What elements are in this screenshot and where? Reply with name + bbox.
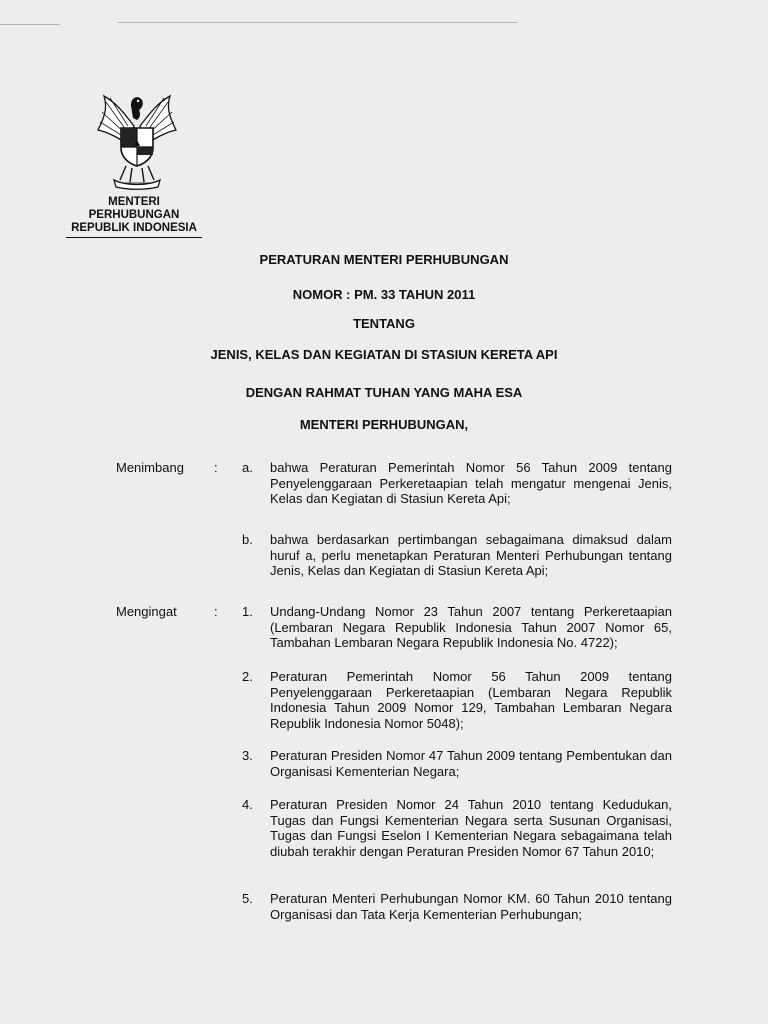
mengingat-marker: 3. (242, 748, 253, 763)
menimbang-marker: b. (242, 532, 253, 547)
mengingat-marker: 2. (242, 669, 253, 684)
menimbang-colon: : (214, 460, 218, 475)
menimbang-item: bahwa Peraturan Pemerintah Nomor 56 Tahun 2009 tentang Penyelenggaraan Perkeretaapian telah mengatur mengenai Jenis, Kelas dan Kegiatan di Stasiun Kereta Api; (270, 460, 672, 506)
menimbang-marker: a. (242, 460, 253, 475)
mengingat-marker: 4. (242, 797, 253, 812)
mengingat-colon: : (214, 604, 218, 619)
menimbang-item: bahwa berdasarkan pertimbangan sebagaimana dimaksud dalam huruf a, perlu menetapkan Peraturan Menteri Perhubungan tentang Jenis, Kelas dan Kegiatan di Stasiun Kereta Api; (270, 532, 672, 578)
mengingat-label: Mengingat (116, 604, 177, 619)
mengingat-marker: 5. (242, 891, 253, 906)
mengingat-item: Peraturan Presiden Nomor 47 Tahun 2009 tentang Pembentukan dan Organisasi Kementerian Negara; (270, 748, 672, 779)
mengingat-item: Peraturan Menteri Perhubungan Nomor KM. 60 Tahun 2010 tentang Organisasi dan Tata Kerja Kementerian Perhubungan; (270, 891, 672, 922)
issuer-block (66, 196, 202, 238)
regulation-subject: JENIS, KELAS DAN KEGIATAN DI STASIUN KERETA API (210, 347, 558, 362)
garuda-emblem-icon (82, 86, 192, 190)
invocation: DENGAN RAHMAT TUHAN YANG MAHA ESA (245, 385, 523, 400)
regulation-about: TENTANG (353, 316, 415, 331)
mengingat-item: Peraturan Pemerintah Nomor 56 Tahun 2009 tentang Penyelenggaraan Perkeretaapian (Lembaran Negara Republik Indonesia Tahun 2009 Nomor 129, Tambahan Lembaran Negara Republik Indonesia Nomor 5048); (270, 669, 672, 731)
mengingat-item: Undang-Undang Nomor 23 Tahun 2007 tentang Perkeretaapian (Lembaran Negara Republik Indonesia Tahun 2007 Nomor 65, Tambahan Lembaran Negara Republik Indonesia No. 4722); (270, 604, 672, 650)
menimbang-label: Menimbang (116, 460, 184, 475)
issuer-line1: MENTERI PERHUBUNGAN (88, 196, 180, 221)
issuer-underline (66, 237, 202, 238)
mengingat-marker: 1. (242, 604, 253, 619)
scan-artifact-line (0, 24, 60, 25)
issuer-line2: REPUBLIK INDONESIA (71, 222, 197, 234)
regulation-number: NOMOR : PM. 33 TAHUN 2011 (292, 287, 476, 302)
scan-artifact-line (118, 22, 518, 23)
minister-heading: MENTERI PERHUBUNGAN, (299, 417, 469, 432)
mengingat-item: Peraturan Presiden Nomor 24 Tahun 2010 tentang Kedudukan, Tugas dan Fungsi Kementerian Negara serta Susunan Organisasi, Tugas dan Fungsi Eselon I Kementerian Negara sebagaimana telah diubah terakhir dengan Peraturan Presiden Nomor 67 Tahun 2010; (270, 797, 672, 859)
regulation-title: PERATURAN MENTERI PERHUBUNGAN (259, 252, 509, 267)
